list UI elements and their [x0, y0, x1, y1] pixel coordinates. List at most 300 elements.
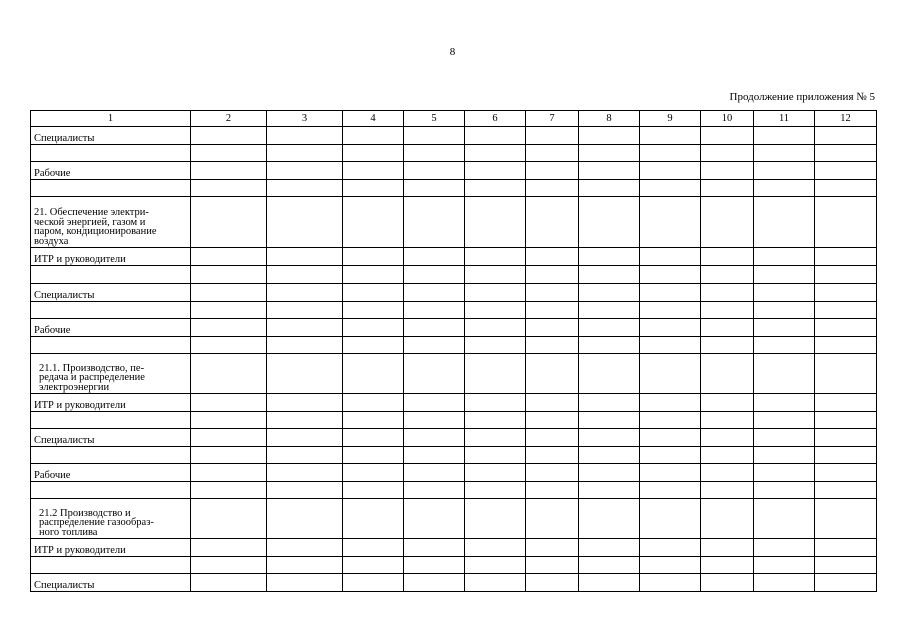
- table-cell: [579, 337, 640, 354]
- table-cell: [465, 266, 526, 284]
- table-cell: [640, 145, 701, 162]
- table-row: [31, 394, 877, 412]
- table-cell: [526, 412, 579, 429]
- table-cell: [579, 557, 640, 574]
- table-cell: [640, 162, 701, 180]
- table-cell: [640, 248, 701, 266]
- table-cell: [404, 412, 465, 429]
- table-cell: [579, 429, 640, 447]
- column-header-2: 2: [191, 111, 267, 127]
- row-label-line: ного топлива: [39, 526, 98, 538]
- table-cell: [343, 447, 404, 464]
- table-cell: [267, 162, 343, 180]
- table-cell: [815, 412, 877, 429]
- table-cell: [465, 394, 526, 412]
- table-cell: [343, 412, 404, 429]
- table-row: [31, 354, 877, 394]
- table-cell: [754, 302, 815, 319]
- table-cell: [465, 429, 526, 447]
- table-cell: [701, 574, 754, 592]
- row-label-line: Специалисты: [34, 579, 95, 591]
- table-cell: [640, 447, 701, 464]
- table-cell: [815, 162, 877, 180]
- table-cell: [465, 499, 526, 539]
- table-cell: [579, 319, 640, 337]
- table-cell: [465, 319, 526, 337]
- table-cell: [267, 127, 343, 145]
- row-label: [31, 482, 191, 499]
- table-cell: [754, 337, 815, 354]
- table-cell: [815, 539, 877, 557]
- row-label: [31, 557, 191, 574]
- table-cell: [267, 499, 343, 539]
- column-header-1: 1: [31, 111, 191, 127]
- row-label: [31, 337, 191, 354]
- table-cell: [465, 354, 526, 394]
- table-cell: [404, 354, 465, 394]
- table-cell: [701, 412, 754, 429]
- table-cell: [191, 539, 267, 557]
- table-cell: [343, 284, 404, 302]
- table-cell: [815, 180, 877, 197]
- table-cell: [191, 180, 267, 197]
- table-cell: [465, 248, 526, 266]
- table-cell: [191, 145, 267, 162]
- table-cell: [579, 162, 640, 180]
- row-label-line: Рабочие: [34, 324, 71, 336]
- table-cell: [579, 482, 640, 499]
- table-cell: [701, 162, 754, 180]
- column-header-7: 7: [526, 111, 579, 127]
- table-cell: [267, 197, 343, 248]
- table-cell: [579, 302, 640, 319]
- table-cell: [579, 180, 640, 197]
- table-cell: [754, 127, 815, 145]
- table-cell: [404, 248, 465, 266]
- table-cell: [815, 447, 877, 464]
- table-cell: [754, 180, 815, 197]
- table-cell: [191, 284, 267, 302]
- row-label: [31, 145, 191, 162]
- table-cell: [404, 145, 465, 162]
- table-cell: [640, 302, 701, 319]
- table-cell: [754, 499, 815, 539]
- table-cell: [754, 539, 815, 557]
- table-cell: [815, 394, 877, 412]
- table-cell: [526, 266, 579, 284]
- table-body: [31, 127, 877, 592]
- table-cell: [343, 180, 404, 197]
- table-cell: [343, 127, 404, 145]
- table-cell: [526, 574, 579, 592]
- table-cell: [465, 145, 526, 162]
- table-cell: [579, 574, 640, 592]
- row-label: [31, 248, 191, 266]
- table-cell: [404, 429, 465, 447]
- table-cell: [579, 412, 640, 429]
- row-label-line: распределение газообраз-: [39, 517, 154, 528]
- table-cell: [815, 354, 877, 394]
- table-cell: [267, 557, 343, 574]
- table-cell: [701, 499, 754, 539]
- table-cell: [191, 197, 267, 248]
- table-cell: [404, 447, 465, 464]
- table-cell: [267, 539, 343, 557]
- table-cell: [815, 266, 877, 284]
- table-cell: [701, 354, 754, 394]
- table-cell: [640, 337, 701, 354]
- table-cell: [465, 539, 526, 557]
- table-cell: [526, 284, 579, 302]
- table-cell: [191, 499, 267, 539]
- table-cell: [701, 447, 754, 464]
- table-cell: [404, 180, 465, 197]
- table-cell: [754, 162, 815, 180]
- table-row: [31, 412, 877, 429]
- table-cell: [579, 499, 640, 539]
- row-label: [31, 197, 191, 248]
- row-label-line: Специалисты: [34, 132, 95, 144]
- table-row: [31, 499, 877, 539]
- table-cell: [404, 302, 465, 319]
- row-label-line: Рабочие: [34, 167, 71, 179]
- table-cell: [701, 337, 754, 354]
- table-cell: [465, 302, 526, 319]
- table-cell: [640, 354, 701, 394]
- table-cell: [526, 482, 579, 499]
- row-label-line: Специалисты: [34, 434, 95, 446]
- table-cell: [404, 482, 465, 499]
- table-cell: [579, 447, 640, 464]
- table-cell: [754, 557, 815, 574]
- table-cell: [526, 394, 579, 412]
- table-cell: [815, 429, 877, 447]
- table-cell: [579, 266, 640, 284]
- table-cell: [701, 319, 754, 337]
- table-cell: [191, 302, 267, 319]
- table-cell: [404, 337, 465, 354]
- table-cell: [815, 319, 877, 337]
- table-cell: [465, 412, 526, 429]
- table-cell: [404, 539, 465, 557]
- table-cell: [191, 412, 267, 429]
- row-label-line: Рабочие: [34, 469, 71, 481]
- table-cell: [465, 180, 526, 197]
- table-cell: [267, 266, 343, 284]
- table-cell: [267, 145, 343, 162]
- table-cell: [343, 464, 404, 482]
- table-cell: [191, 319, 267, 337]
- table-cell: [343, 574, 404, 592]
- table-cell: [465, 337, 526, 354]
- row-label-line: 21.1. Производство, пе-: [39, 362, 145, 374]
- table-cell: [267, 482, 343, 499]
- column-header-4: 4: [343, 111, 404, 127]
- table-cell: [343, 354, 404, 394]
- table-cell: [267, 394, 343, 412]
- table-cell: [526, 447, 579, 464]
- table-cell: [267, 284, 343, 302]
- row-label: [31, 464, 191, 482]
- table-row: [31, 574, 877, 592]
- table-row: [31, 302, 877, 319]
- header-row: [31, 111, 877, 127]
- table-cell: [815, 248, 877, 266]
- table-cell: [701, 464, 754, 482]
- row-label: [31, 284, 191, 302]
- table-cell: [465, 482, 526, 499]
- table-cell: [267, 574, 343, 592]
- table-cell: [267, 354, 343, 394]
- table-cell: [267, 412, 343, 429]
- table-cell: [640, 319, 701, 337]
- table-cell: [526, 197, 579, 248]
- table-cell: [465, 127, 526, 145]
- table-cell: [640, 127, 701, 145]
- table-cell: [754, 394, 815, 412]
- column-header-5: 5: [404, 111, 465, 127]
- row-label-line: 21.2 Производство и: [39, 507, 131, 519]
- table-cell: [465, 197, 526, 248]
- table-cell: [343, 145, 404, 162]
- row-label: [31, 447, 191, 464]
- row-label: [31, 539, 191, 557]
- table-cell: [404, 197, 465, 248]
- table-cell: [640, 197, 701, 248]
- table-cell: [343, 266, 404, 284]
- column-header-12: 12: [815, 111, 877, 127]
- table-cell: [526, 354, 579, 394]
- table-cell: [191, 557, 267, 574]
- table-cell: [526, 162, 579, 180]
- table-cell: [640, 394, 701, 412]
- row-label: [31, 127, 191, 145]
- table-cell: [465, 557, 526, 574]
- table-cell: [815, 337, 877, 354]
- table-cell: [526, 319, 579, 337]
- table-cell: [579, 145, 640, 162]
- table-cell: [815, 302, 877, 319]
- table-cell: [343, 539, 404, 557]
- column-header-6: 6: [465, 111, 526, 127]
- column-header-11: 11: [754, 111, 815, 127]
- table-row: [31, 145, 877, 162]
- table-cell: [754, 266, 815, 284]
- table-cell: [267, 302, 343, 319]
- table-cell: [343, 557, 404, 574]
- page-number: 8: [449, 46, 456, 58]
- table-row: [31, 429, 877, 447]
- table-cell: [267, 429, 343, 447]
- table-cell: [579, 539, 640, 557]
- table-row: [31, 464, 877, 482]
- row-label-line: редача и распределение: [39, 372, 145, 383]
- table-cell: [526, 557, 579, 574]
- table-cell: [815, 557, 877, 574]
- table-cell: [815, 145, 877, 162]
- table-cell: [526, 302, 579, 319]
- table-cell: [343, 197, 404, 248]
- table-cell: [267, 319, 343, 337]
- row-label: [31, 394, 191, 412]
- table-cell: [191, 464, 267, 482]
- table-cell: [465, 284, 526, 302]
- table-cell: [754, 429, 815, 447]
- column-header-3: 3: [267, 111, 343, 127]
- table-cell: [191, 162, 267, 180]
- table-row: [31, 180, 877, 197]
- table-cell: [191, 248, 267, 266]
- table-row: [31, 447, 877, 464]
- table-cell: [404, 162, 465, 180]
- table-cell: [191, 574, 267, 592]
- row-label: [31, 412, 191, 429]
- table-cell: [701, 197, 754, 248]
- row-label-line: ИТР и руководители: [34, 399, 126, 411]
- row-label-line: ИТР и руководители: [34, 544, 126, 556]
- table-row: [31, 162, 877, 180]
- table-cell: [579, 394, 640, 412]
- table-cell: [754, 319, 815, 337]
- table-cell: [815, 574, 877, 592]
- table-cell: [640, 180, 701, 197]
- table-cell: [701, 127, 754, 145]
- table-cell: [191, 266, 267, 284]
- table-cell: [579, 197, 640, 248]
- table-cell: [701, 248, 754, 266]
- table-cell: [815, 284, 877, 302]
- column-header-10: 10: [701, 111, 754, 127]
- table-cell: [191, 127, 267, 145]
- table-cell: [754, 145, 815, 162]
- row-label-line: электроэнергии: [39, 381, 110, 393]
- row-label: [31, 574, 191, 592]
- table-cell: [343, 302, 404, 319]
- table-cell: [191, 447, 267, 464]
- table-cell: [404, 557, 465, 574]
- row-label: [31, 302, 191, 319]
- table-row: [31, 482, 877, 499]
- table-cell: [701, 394, 754, 412]
- table-cell: [640, 464, 701, 482]
- table-cell: [640, 574, 701, 592]
- table-cell: [701, 539, 754, 557]
- table-row: [31, 337, 877, 354]
- table-cell: [465, 574, 526, 592]
- table-cell: [701, 145, 754, 162]
- table-row: [31, 319, 877, 337]
- table-cell: [267, 464, 343, 482]
- table-cell: [754, 412, 815, 429]
- table-row: [31, 539, 877, 557]
- row-label: [31, 319, 191, 337]
- table-cell: [815, 499, 877, 539]
- table-cell: [343, 394, 404, 412]
- table-cell: [754, 574, 815, 592]
- table-cell: [526, 145, 579, 162]
- row-label: [31, 499, 191, 539]
- continuation-label: Продолжение приложения № 5: [729, 91, 875, 103]
- data-table: [30, 110, 877, 592]
- table-cell: [267, 337, 343, 354]
- table-cell: [815, 127, 877, 145]
- table-row: [31, 557, 877, 574]
- table-cell: [640, 539, 701, 557]
- table-cell: [465, 447, 526, 464]
- table-cell: [701, 557, 754, 574]
- table-cell: [343, 482, 404, 499]
- table-cell: [343, 248, 404, 266]
- table-cell: [343, 429, 404, 447]
- table-cell: [754, 197, 815, 248]
- row-label: [31, 162, 191, 180]
- table-cell: [701, 429, 754, 447]
- table-cell: [526, 127, 579, 145]
- table-cell: [191, 429, 267, 447]
- table-cell: [754, 284, 815, 302]
- table-cell: [404, 499, 465, 539]
- table-cell: [465, 464, 526, 482]
- table-cell: [267, 180, 343, 197]
- table-cell: [640, 284, 701, 302]
- table-cell: [701, 302, 754, 319]
- table-cell: [343, 499, 404, 539]
- row-label: [31, 180, 191, 197]
- table-cell: [754, 464, 815, 482]
- table-cell: [815, 197, 877, 248]
- table-row: [31, 197, 877, 248]
- table-row: [31, 248, 877, 266]
- table-cell: [191, 337, 267, 354]
- table-cell: [579, 354, 640, 394]
- table-cell: [404, 284, 465, 302]
- table-cell: [404, 319, 465, 337]
- table-cell: [526, 499, 579, 539]
- table-cell: [526, 248, 579, 266]
- table-cell: [701, 482, 754, 499]
- table-cell: [526, 180, 579, 197]
- table-cell: [579, 248, 640, 266]
- table-cell: [267, 447, 343, 464]
- row-label-line: 21. Обеспечение электри-: [34, 207, 149, 218]
- row-label-line: ИТР и руководители: [34, 253, 126, 265]
- table-cell: [526, 539, 579, 557]
- table-cell: [579, 127, 640, 145]
- table-cell: [404, 394, 465, 412]
- table-cell: [754, 482, 815, 499]
- table-cell: [579, 284, 640, 302]
- table-cell: [526, 429, 579, 447]
- table-cell: [191, 394, 267, 412]
- row-label: [31, 429, 191, 447]
- row-label-line: воздуха: [34, 235, 69, 247]
- table-cell: [640, 412, 701, 429]
- table-cell: [754, 354, 815, 394]
- table-row: [31, 266, 877, 284]
- table-cell: [465, 162, 526, 180]
- table-cell: [343, 319, 404, 337]
- table-row: [31, 284, 877, 302]
- column-header-9: 9: [640, 111, 701, 127]
- table-cell: [640, 266, 701, 284]
- table-cell: [579, 464, 640, 482]
- table-cell: [701, 284, 754, 302]
- table-cell: [191, 482, 267, 499]
- row-label-line: Специалисты: [34, 289, 95, 301]
- table-row: [31, 127, 877, 145]
- table-cell: [267, 248, 343, 266]
- table-cell: [815, 482, 877, 499]
